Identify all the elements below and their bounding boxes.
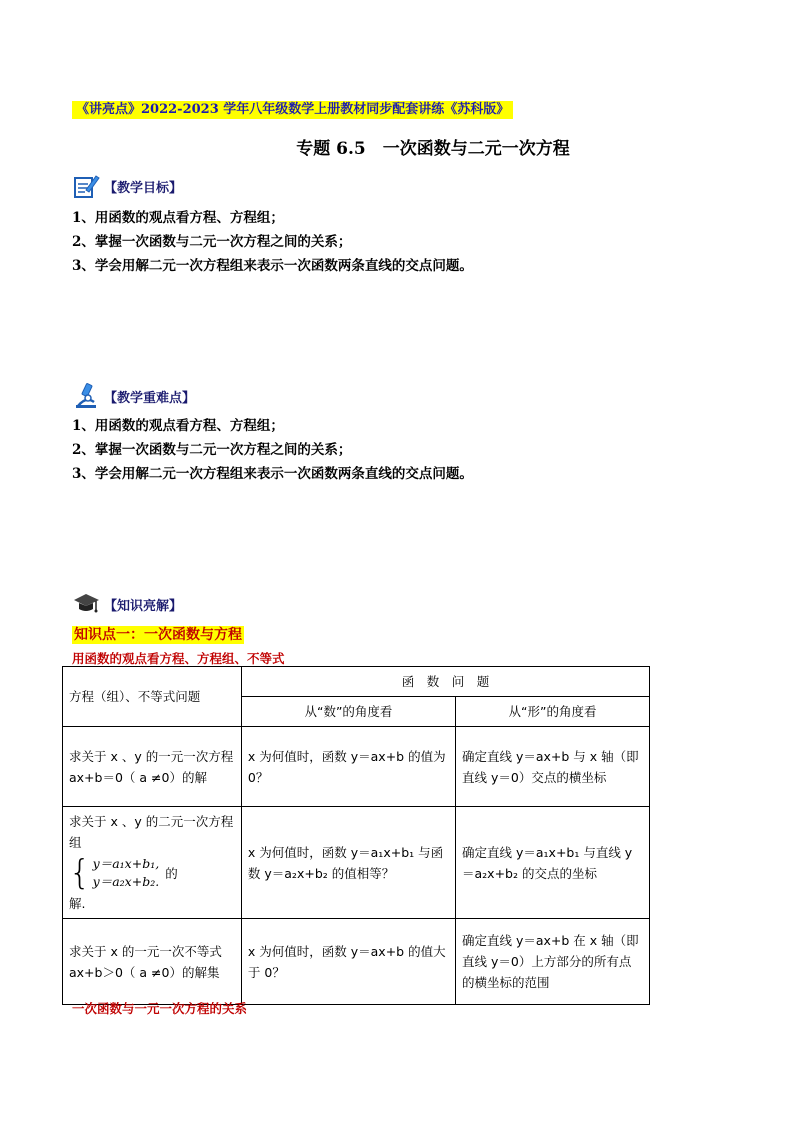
table-header-cell: 函 数 问 题 — [241, 667, 649, 697]
knowledge-point-title: 知识点一：一次函数与方程 — [74, 627, 242, 643]
table-cell: 求关于 x 的一元一次不等式 ax+b＞0（ a ≠0）的解集 — [63, 919, 242, 1005]
table-cell: 确定直线 y＝ax+b 与 x 轴（即直线 y＝0）交点的横坐标 — [456, 727, 650, 807]
table-cell: x 为何值时，函数 y＝ax+b 的值为 0？ — [241, 727, 455, 807]
graduation-cap-icon — [72, 590, 100, 618]
table-cell: 求关于 x 、y 的一元一次方程 ax+b＝0（ a ≠0）的解 — [63, 727, 242, 807]
difficulties-list — [72, 414, 473, 486]
table-cell: 确定直线 y＝ax+b 在 x 轴（即直线 y＝0）上方部分的所有点的横坐标的范围 — [456, 919, 650, 1005]
goals-heading: 【教学目标】 — [72, 172, 182, 200]
page-title: 专题 6.5 一次函数与二元一次方程 — [296, 139, 570, 159]
table-cell: x 为何值时，函数 y＝a₁x+b₁ 与函数 y＝a₂x+b₂ 的值相等？ — [241, 807, 455, 919]
list-item: 1、用函数的观点看方程、方程组； — [72, 418, 284, 434]
table-header-cell: 方程（组）、不等式问题 — [63, 667, 242, 727]
list-item: 2、掌握一次函数与二元一次方程之间的关系； — [72, 442, 352, 458]
knowledge-heading: 【知识亮解】 — [72, 590, 182, 618]
equation-line: y＝a₂x+b₂. — [92, 874, 160, 889]
list-item: 1、用函数的观点看方程、方程组； — [72, 210, 284, 226]
goals-list — [72, 206, 473, 278]
list-item: 2、掌握一次函数与二元一次方程之间的关系； — [72, 234, 352, 250]
table-cell: 求关于 x 、y 的二元一次方程组 { y＝a₁x+b₁, y＝a₂x+b₂. 的 解. — [63, 807, 242, 919]
notepad-pen-icon — [72, 172, 100, 200]
table-cell: x 为何值时，函数 y＝ax+b 的值大于 0？ — [241, 919, 455, 1005]
header-banner: 《讲亮点》2022-2023 学年八年级数学上册教材同步配套讲练《苏科版》 — [72, 101, 513, 119]
table-header-cell: 从“数”的角度看 — [241, 697, 455, 727]
knowledge-footer: 一次函数与一元一次方程的关系 — [72, 1001, 248, 1016]
table-row — [63, 727, 650, 807]
list-item: 3、学会用解二元一次方程组来表示一次函数两条直线的交点问题。 — [72, 258, 473, 274]
equation-line: y＝a₁x+b₁, — [92, 856, 160, 871]
microscope-icon — [72, 382, 100, 410]
knowledge-subtitle: 用函数的观点看方程、方程组、不等式 — [72, 651, 285, 666]
table-row — [63, 919, 650, 1005]
list-item: 3、学会用解二元一次方程组来表示一次函数两条直线的交点问题。 — [72, 466, 473, 482]
function-equation-table — [62, 666, 650, 1005]
table-cell: 确定直线 y＝a₁x+b₁ 与直线 y＝a₂x+b₂ 的交点的坐标 — [456, 807, 650, 919]
table-header-cell: 从“形”的角度看 — [456, 697, 650, 727]
difficulties-heading: 【教学重难点】 — [72, 382, 195, 410]
table-row — [63, 807, 650, 919]
